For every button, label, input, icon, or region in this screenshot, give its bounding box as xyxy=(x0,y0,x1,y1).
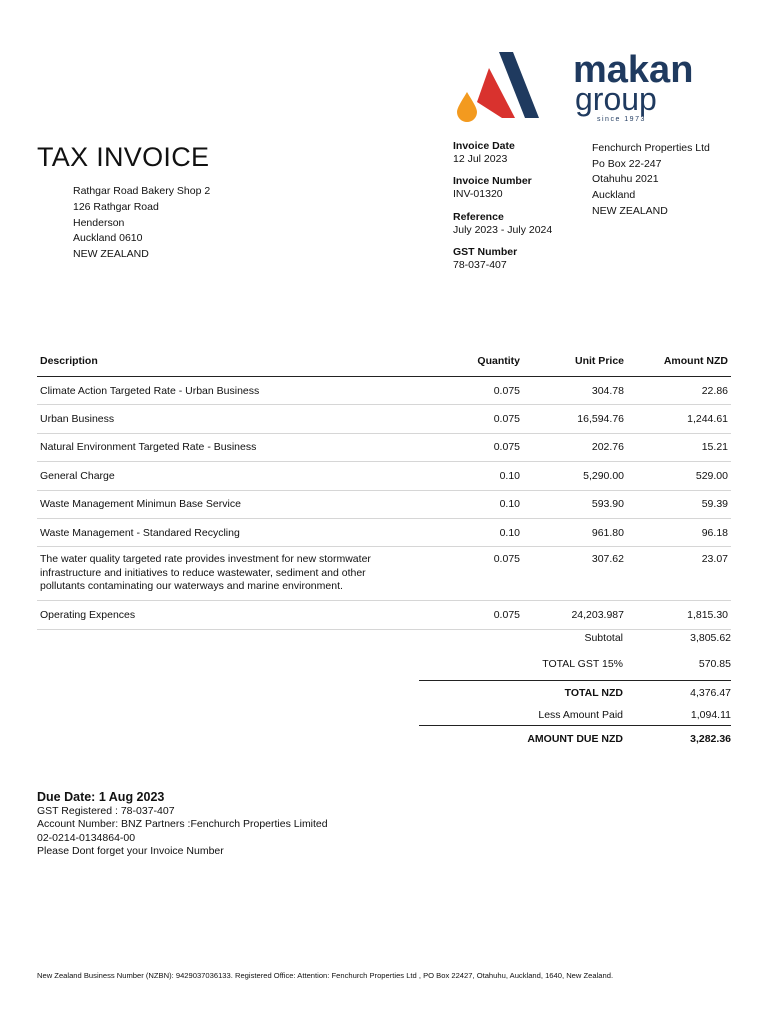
total-row xyxy=(419,681,731,704)
meta-value: 12 Jul 2023 xyxy=(453,153,508,165)
item-unit-price: 202.76 xyxy=(591,441,624,454)
gst-row xyxy=(419,648,731,681)
logo-since: since 1973 xyxy=(597,116,646,123)
item-quantity: 0.10 xyxy=(499,498,520,511)
item-quantity: 0.075 xyxy=(493,553,520,566)
table-row xyxy=(37,377,731,405)
item-description: General Charge xyxy=(40,469,115,482)
gst-label: TOTAL GST 15% xyxy=(542,658,623,670)
col-quantity: Quantity xyxy=(477,355,520,367)
subtotal-value: 3,805.62 xyxy=(690,631,731,644)
address-line: Auckland 0610 xyxy=(73,232,143,245)
from-line: Po Box 22-247 xyxy=(592,157,662,170)
item-quantity: 0.075 xyxy=(493,609,520,622)
item-unit-price: 304.78 xyxy=(591,384,624,397)
meta-value: July 2023 - July 2024 xyxy=(453,223,553,236)
address-line: Henderson xyxy=(73,216,125,229)
bill-to-address xyxy=(73,184,210,263)
item-quantity: 0.10 xyxy=(499,469,520,482)
item-quantity: 0.10 xyxy=(499,526,520,539)
logo-word-makan: makan xyxy=(573,49,694,91)
totals-block xyxy=(419,627,731,752)
item-description: Waste Management - Standared Recycling xyxy=(40,526,240,539)
item-amount: 59.39 xyxy=(701,498,728,511)
item-description: Urban Business xyxy=(40,413,115,426)
paid-row xyxy=(419,704,731,726)
meta-label: GST Number xyxy=(453,245,518,258)
col-amount: Amount NZD xyxy=(663,355,728,367)
table-header xyxy=(37,346,731,377)
meta-invoice-date xyxy=(453,140,552,175)
item-amount: 22.86 xyxy=(701,384,728,397)
item-quantity: 0.075 xyxy=(493,441,520,454)
item-unit-price: 593.90 xyxy=(591,498,624,511)
table-row xyxy=(37,405,731,433)
item-description: The water quality targeted rate provides investment for new stormwater infrastructure and initiatives to reduce wastewater, sediment and other pollutants contaminating our waterways and marine environment. xyxy=(40,553,371,592)
table-row xyxy=(37,434,731,462)
table-row xyxy=(37,519,731,547)
from-address xyxy=(592,141,710,220)
from-line: Otahuhu 2021 xyxy=(592,173,659,186)
footer-registration: New Zealand Business Number (NZBN): 9429037036133. Registered Office: Attention: Fenchurch Properties Ltd , PO Box 22427, Otahuhu, Auckland, 1640, New Zealand. xyxy=(37,971,614,980)
invoice-meta xyxy=(453,140,552,281)
item-quantity: 0.075 xyxy=(493,413,520,426)
item-unit-price: 5,290.00 xyxy=(583,469,624,482)
item-unit-price: 961.80 xyxy=(591,526,624,539)
meta-label: Reference xyxy=(453,210,504,223)
payment-line: Account Number: BNZ Partners :Fenchurch Properties Limited xyxy=(37,818,328,831)
address-line: NEW ZEALAND xyxy=(73,248,149,261)
table-row xyxy=(37,601,731,629)
item-amount: 1,244.61 xyxy=(687,413,728,426)
payment-line: 02-0214-0134864-00 xyxy=(37,831,136,844)
item-description: Natural Environment Targeted Rate - Business xyxy=(40,441,257,454)
item-amount: 23.07 xyxy=(701,553,728,566)
meta-value: INV-01320 xyxy=(453,188,503,201)
meta-gst-number xyxy=(453,246,552,281)
meta-label: Invoice Number xyxy=(453,175,532,188)
amount-due-value: 3,282.36 xyxy=(690,733,731,745)
address-line: Rathgar Road Bakery Shop 2 xyxy=(73,185,211,197)
paid-label: Less Amount Paid xyxy=(538,708,623,721)
from-line: Auckland xyxy=(592,189,636,202)
payment-details xyxy=(37,789,328,858)
item-unit-price: 16,594.76 xyxy=(577,413,624,426)
item-amount: 15.21 xyxy=(701,441,728,454)
meta-invoice-number xyxy=(453,175,552,210)
item-amount: 529.00 xyxy=(695,469,728,482)
table-row xyxy=(37,491,731,519)
col-description: Description xyxy=(40,355,98,367)
meta-reference xyxy=(453,211,552,246)
document-title: TAX INVOICE xyxy=(37,142,210,172)
from-line: Fenchurch Properties Ltd xyxy=(592,142,710,154)
meta-label: Invoice Date xyxy=(453,140,515,152)
item-description: Climate Action Targeted Rate - Urban Business xyxy=(40,384,260,397)
line-items-table xyxy=(37,346,731,630)
item-description: Operating Expences xyxy=(40,609,136,622)
item-quantity: 0.075 xyxy=(493,384,520,397)
from-line: NEW ZEALAND xyxy=(592,204,668,217)
logo-word-group: group xyxy=(575,81,657,117)
total-value: 4,376.47 xyxy=(690,686,731,699)
item-description: Waste Management Minimun Base Service xyxy=(40,498,241,511)
table-row xyxy=(37,547,731,601)
payment-line: GST Registered : 78-037-407 xyxy=(37,805,175,817)
item-unit-price: 307.62 xyxy=(591,553,624,566)
subtotal-label: Subtotal xyxy=(584,631,623,644)
meta-value: 78-037-407 xyxy=(453,258,507,271)
total-label: TOTAL NZD xyxy=(564,686,623,699)
paid-value: 1,094.11 xyxy=(690,708,731,721)
amount-due-label: AMOUNT DUE NZD xyxy=(527,733,623,745)
amount-due-row xyxy=(419,726,731,752)
subtotal-row xyxy=(419,627,731,648)
address-line: 126 Rathgar Road xyxy=(73,200,159,213)
due-date: Due Date: 1 Aug 2023 xyxy=(37,790,165,804)
item-unit-price: 24,203.987 xyxy=(571,609,624,622)
gst-value: 570.85 xyxy=(698,658,731,670)
col-unit-price: Unit Price xyxy=(574,355,624,367)
item-amount: 1,815.30 xyxy=(687,609,728,622)
item-amount: 96.18 xyxy=(701,526,728,539)
table-row xyxy=(37,462,731,490)
makan-group-logo xyxy=(455,44,735,124)
payment-line: Please Dont forget your Invoice Number xyxy=(37,844,224,857)
